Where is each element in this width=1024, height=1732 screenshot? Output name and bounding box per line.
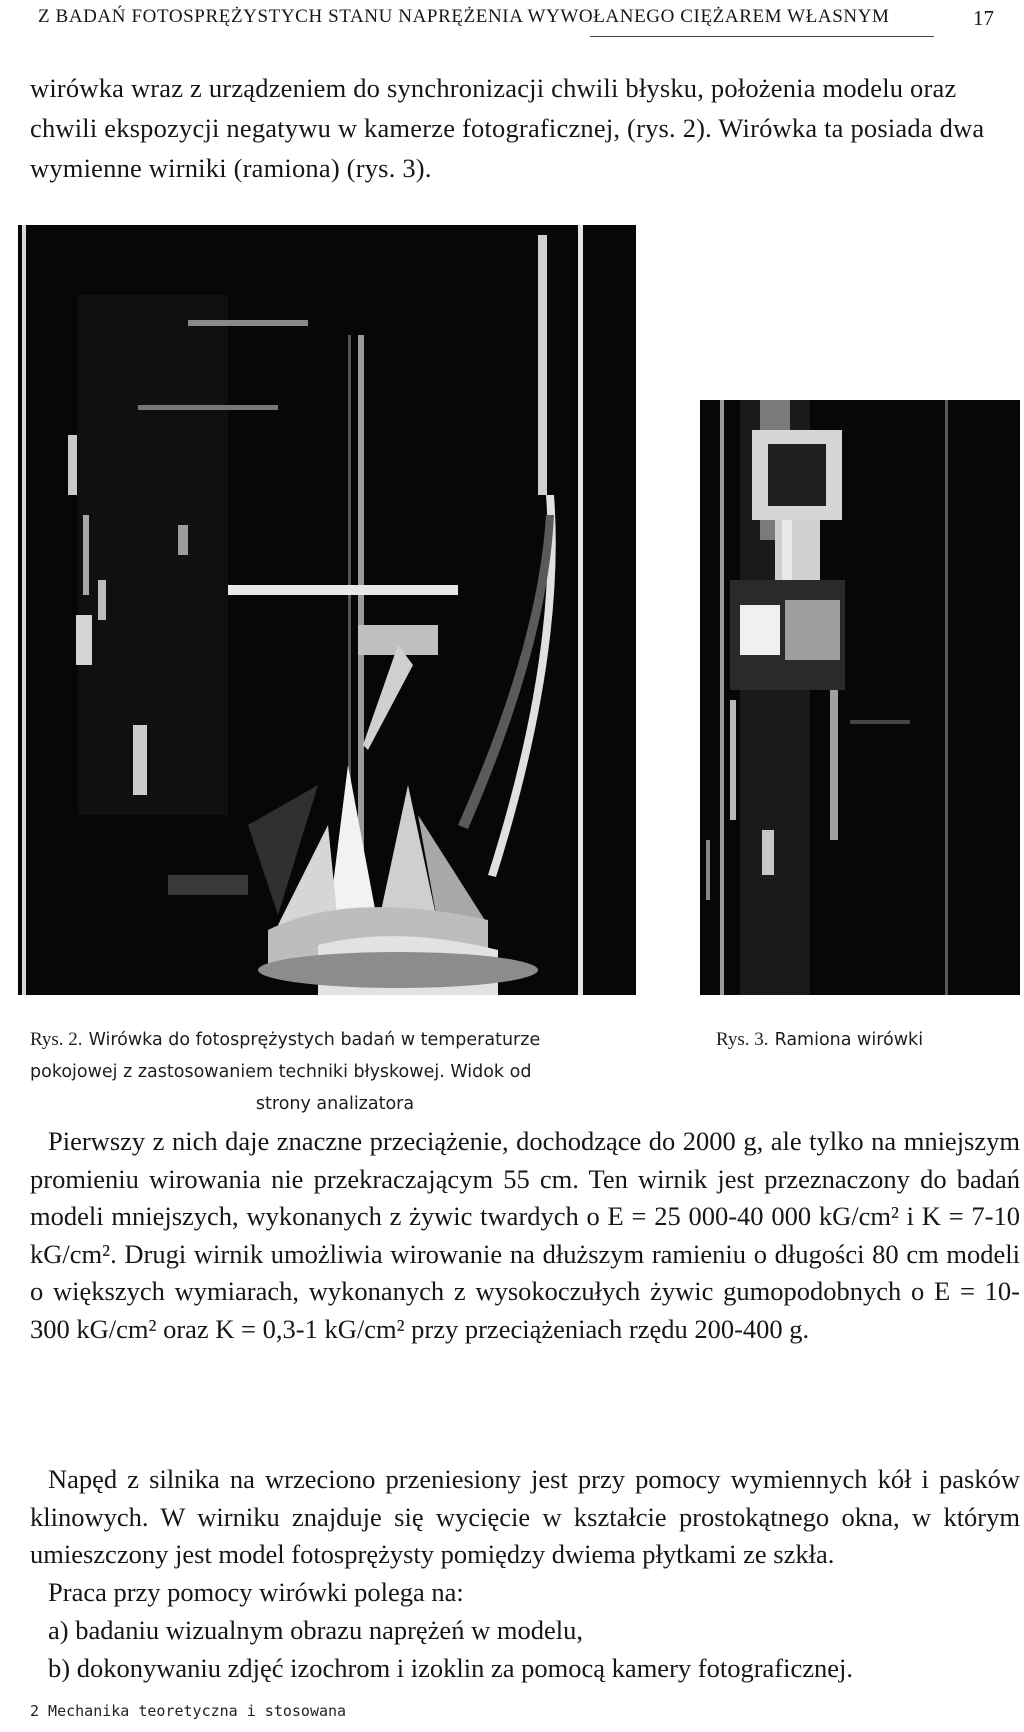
- figure-2-caption-line3: strony analizatora: [255, 1094, 415, 1114]
- paragraph-work-intro: Praca przy pomocy wirówki polega na:: [48, 1577, 464, 1607]
- paragraph-rotors: Pierwszy z nich daje znaczne przeciążenie, dochodzące do 2000 g, ale tylko na mniejszym promieniu wirowania nie przekraczającym 55 cm. Ten wirnik jest przeznaczony do badań modeli mniejszych, wykonanych z żywic twardych o E = 25 000-40 000 kG/cm² i K = 7-10 kG/cm². Drugi wirnik umożliwia wirowanie na dłuższym ramieniu o długości 80 cm modeli o większych wymiarach, wykonanych z wysokoczułych żywic gumopodobnych o E = 10-300 kG/cm² oraz K = 0,3-1 kG/cm² przy przeciążeniach rzędu 200-400 g.: [30, 1126, 1020, 1344]
- list-item: b) dokonywaniu zdjęć izochrom i izoklin za pomocą kamery fotograficznej.: [48, 1653, 854, 1683]
- figure-2-caption: [30, 1024, 640, 1120]
- page-number: 17: [973, 6, 994, 30]
- centrifuge-arms-drawing: [700, 400, 1020, 995]
- figure-2-caption-line1: [30, 1024, 640, 1056]
- running-title: Z BADAŃ FOTOSPRĘŻYSTYCH STANU NAPRĘŻENIA WYWOŁANEGO CIĘŻAREM WŁASNYM: [38, 6, 890, 27]
- footer-signature: 2 Mechanika teoretyczna i stosowana: [30, 1702, 347, 1720]
- figure-3-caption: [716, 1024, 1016, 1056]
- figure-2-caption-line2: pokojowej z zastosowaniem techniki błyskowej. Widok od: [30, 1062, 532, 1082]
- centrifuge-photo: [18, 225, 636, 995]
- header-rule: [590, 36, 934, 37]
- centrifuge-arms-photo: [700, 400, 1020, 995]
- paragraph-drive: Napęd z silnika na wrzeciono przeniesiony jest przy pomocy wymiennych kół i pasków klinowych. W wirniku znajduje się wycięcie w kształcie prostokątnego okna, w którym umieszczony jest model fotosprężysty pomiędzy dwiema płytkami ze szkła.: [30, 1464, 1020, 1569]
- intro-paragraph: wirówka wraz z urządzeniem do synchronizacji chwili błysku, położenia modelu oraz chwili ekspozycji negatywu w kamerze fotograficznej, (rys. 2). Wirówka ta posiada dwa wymienne wirniki (ramiona) (rys. 3).: [30, 73, 985, 183]
- figure-2-label: Rys. 2.: [30, 1029, 83, 1050]
- list-item: a) badaniu wizualnym obrazu naprężeń w modelu,: [48, 1615, 583, 1645]
- figure-2-caption-text1: Wirówka do fotosprężystych badań w temperaturze: [88, 1030, 541, 1050]
- centrifuge-photo-drawing: [18, 225, 636, 995]
- figure-3-caption-text: Ramiona wirówki: [774, 1030, 924, 1050]
- running-header: [30, 6, 994, 32]
- figure-3-label: Rys. 3.: [716, 1029, 769, 1050]
